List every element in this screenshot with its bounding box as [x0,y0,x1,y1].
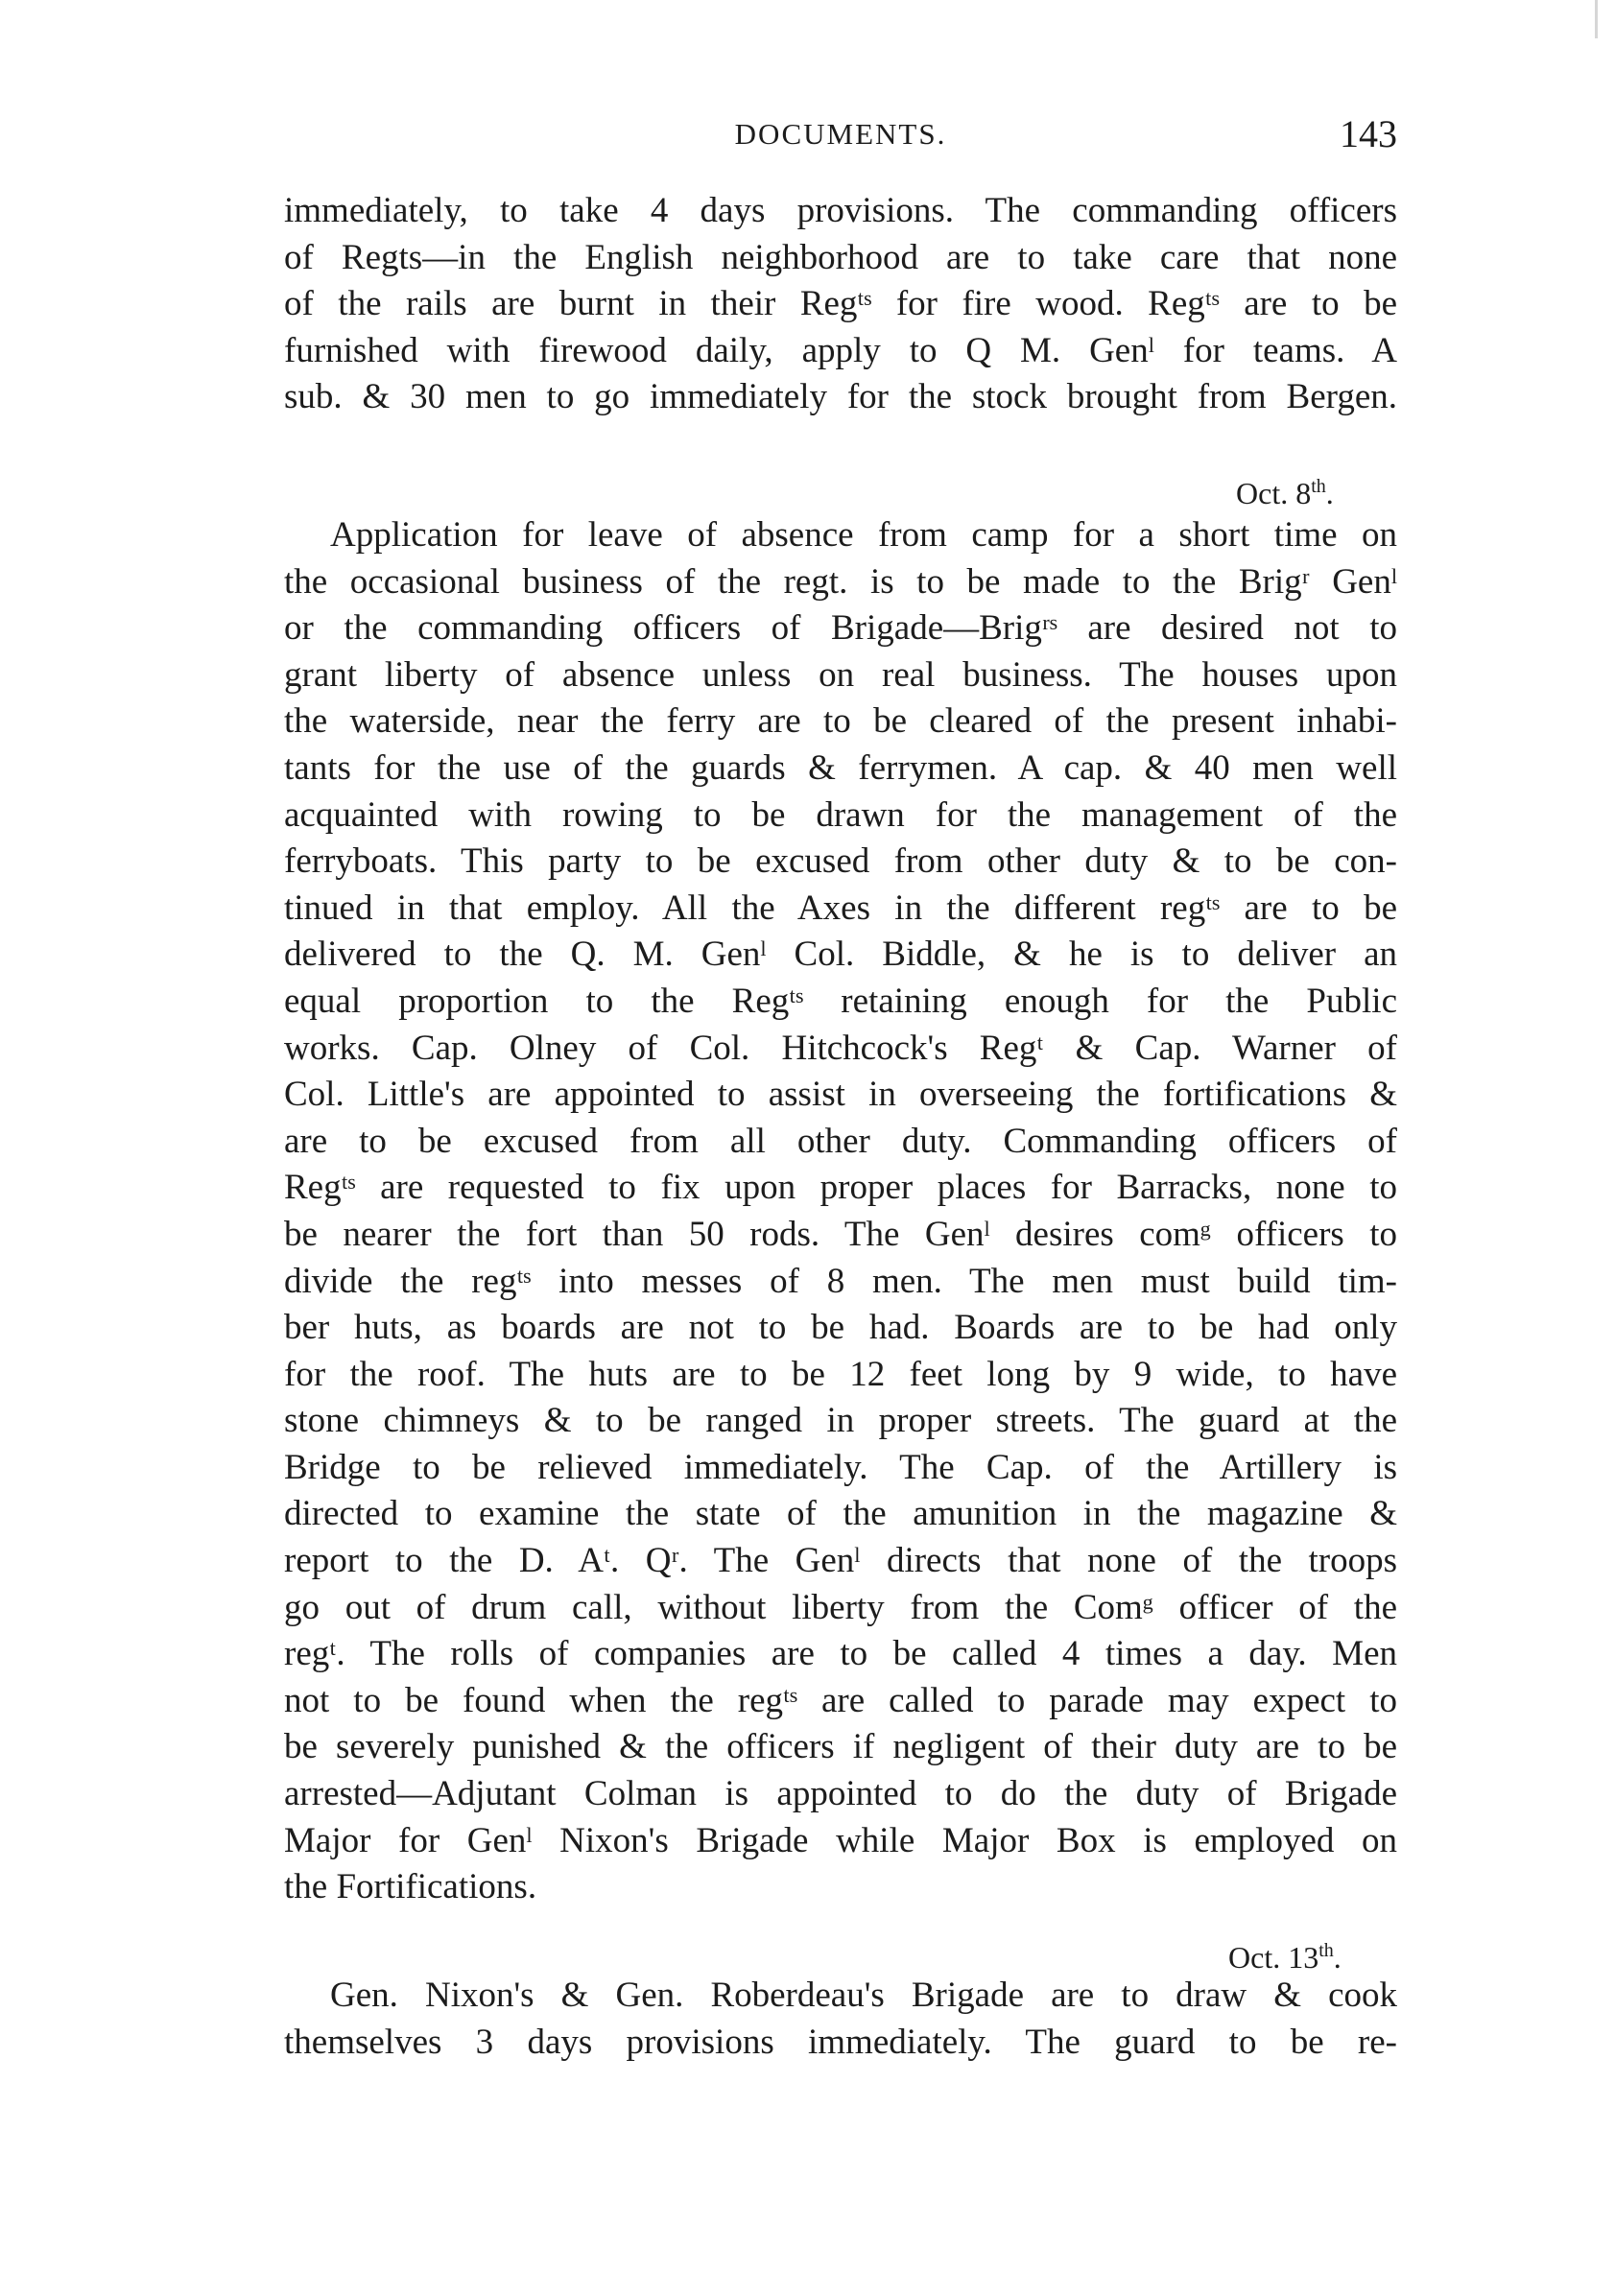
page-number: 143 [1340,112,1397,155]
text-line: not to be found when the regᵗˢ are called to parade may expect to [284,1680,1397,1720]
text-line: for the roof. The huts are to be 12 feet long by 9 wide, to have [284,1354,1397,1394]
text-line: sub. & 30 men to go immediately for the stock brought from Bergen. [284,377,1397,417]
text-line: of Regts—in the English neighborhood are to take care that none [284,237,1397,277]
paragraph-continuation [284,188,1397,421]
date-end: . [1325,476,1334,510]
date-end: . [1333,1940,1342,1975]
text-line: grant liberty of absence unless on real business. The houses upon [284,654,1397,695]
text-line: stone chimneys & to be ranged in proper streets. The guard at the [284,1401,1397,1441]
text-line: the waterside, near the ferry are to be cleared of the present inhabi- [284,701,1397,742]
text-line: the occasional business of the regt. is to be made to the Brigʳ Genˡ [284,561,1397,602]
text-line: divide the regᵗˢ into messes of 8 men. The men must build tim- [284,1261,1397,1301]
text-line: the Fortifications. [284,1867,537,1907]
text-line: or the commanding officers of Brigade—Brigʳˢ are desired not to [284,608,1397,649]
text-line: directed to examine the state of the amunition in the magazine & [284,1494,1397,1534]
text-line: report to the D. Aᵗ. Qʳ. The Genˡ directs that none of the troops [284,1541,1397,1581]
text-line: Col. Little's are appointed to assist in overseeing the fortifications & [284,1075,1397,1115]
text-line: themselves 3 days provisions immediately. The guard to be re- [284,2022,1397,2062]
text-line: arrested—Adjutant Colman is appointed to do the duty of Brigade [284,1774,1397,1814]
text-line: be nearer the fort than 50 rods. The Genˡ desires comᵍ officers to [284,1214,1397,1254]
dateline-oct-8 [1236,476,1334,511]
text-line: Gen. Nixon's & Gen. Roberdeau's Brigade are to draw & cook [330,1976,1397,2015]
text-line: be severely punished & the officers if negligent of their duty are to be [284,1727,1397,1767]
text-line: go out of drum call, without liberty from the Comᵍ officer of the [284,1587,1397,1627]
dateline-oct-13 [1228,1940,1342,1976]
text-line: tants for the use of the guards & ferrymen. A cap. & 40 men well [284,747,1397,788]
date-superscript: th [1311,476,1326,497]
text-line: Bridge to be relieved immediately. The Cap. of the Artillery is [284,1447,1397,1487]
text-line: acquainted with rowing to be drawn for the management of the [284,794,1397,835]
text-line: equal proportion to the Regᵗˢ retaining enough for the Public [284,981,1397,1021]
text-line: delivered to the Q. M. Genˡ Col. Biddle, & he is to deliver an [284,935,1397,975]
text-line: works. Cap. Olney of Col. Hitchcock's Regᵗ & Cap. Warner of [284,1028,1397,1068]
text-line: furnished with firewood daily, apply to Q M. Genˡ for teams. A [284,330,1397,370]
text-line: tinued in that employ. All the Axes in the different regᵗˢ are to be [284,888,1397,928]
paragraph-oct-13 [284,1973,1397,2066]
text-line: ber huts, as boards are not to be had. Boards are to be had only [284,1308,1397,1348]
text-line: immediately, to take 4 days provisions. The commanding officers [284,191,1397,230]
text-line: regᵗ. The rolls of companies are to be called 4 times a day. Men [284,1634,1397,1674]
date-superscript: th [1318,1940,1334,1961]
paragraph-oct-8 [284,512,1397,1911]
date-text: Oct. 13 [1228,1940,1319,1975]
date-text: Oct. 8 [1236,476,1312,510]
text-line: Major for Genˡ Nixon's Brigade while Major Box is employed on [284,1820,1397,1860]
text-line: of the rails are burnt in their Regᵗˢ for fire wood. Regᵗˢ are to be [284,284,1397,324]
text-line: Application for leave of absence from camp for a short time on [330,515,1397,555]
text-line: are to be excused from all other duty. Commanding officers of [284,1121,1397,1161]
running-title: DOCUMENTS. [734,117,947,151]
running-head [284,107,1397,165]
text-line: Regᵗˢ are requested to fix upon proper places for Barracks, none to [284,1168,1397,1208]
text-line: ferryboats. This party to be excused from other duty & to be con- [284,841,1397,882]
page-edge-mark [1595,0,1598,38]
